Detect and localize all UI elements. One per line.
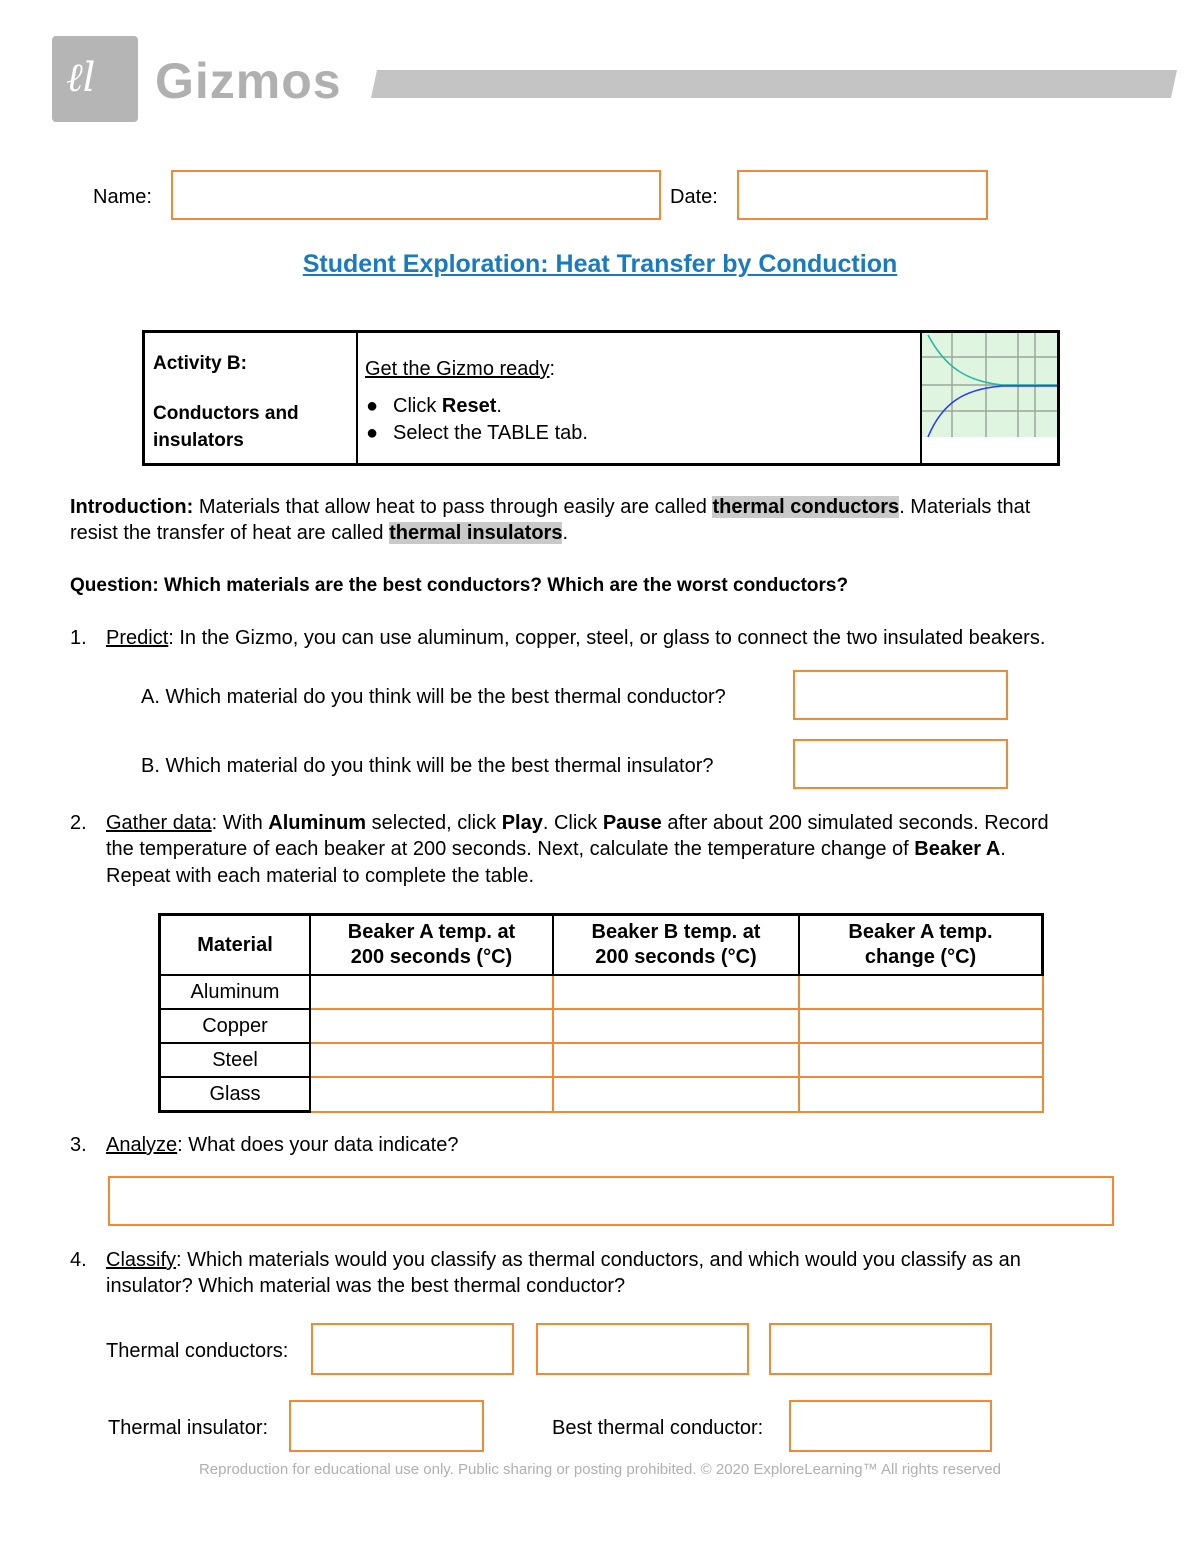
material-cell: Steel <box>160 1043 311 1077</box>
header-temp-change: Beaker A temp. change (°C) <box>799 915 1043 976</box>
date-label: Date: <box>670 186 718 208</box>
beaker-b-cell[interactable] <box>553 1077 799 1112</box>
conductor-field-1[interactable] <box>311 1323 514 1375</box>
table-row <box>160 1077 1043 1112</box>
best-conductor-field[interactable] <box>789 1400 992 1452</box>
beaker-b-cell[interactable] <box>553 975 799 1009</box>
beaker-a-cell[interactable] <box>310 1043 553 1077</box>
header-bar <box>371 70 1177 98</box>
beaker-a-cell[interactable] <box>310 1077 553 1112</box>
conductor-field-2[interactable] <box>536 1323 749 1375</box>
table-row <box>160 975 1043 1009</box>
name-label: Name: <box>93 186 152 208</box>
header-beaker-a: Beaker A temp. at 200 seconds (°C) <box>310 915 553 976</box>
q1b-text: B. Which material do you think will be the best thermal insulator? <box>141 755 714 777</box>
q4-number: 4. <box>70 1249 87 1271</box>
activity-name-line2: insulators <box>153 430 244 451</box>
logo <box>52 36 138 122</box>
best-conductor-label: Best thermal conductor: <box>552 1417 764 1439</box>
q2-number: 2. <box>70 812 87 834</box>
q1a-text: A. Which material do you think will be the best thermal conductor? <box>141 686 726 708</box>
beaker-b-cell[interactable] <box>553 1009 799 1043</box>
term-thermal-conductors: thermal conductors <box>712 496 900 518</box>
conductors-label: Thermal conductors: <box>106 1340 289 1362</box>
temp-change-cell[interactable] <box>799 1077 1043 1112</box>
material-cell: Aluminum <box>160 975 311 1009</box>
bullet-icon: ● <box>366 395 379 417</box>
ready-step-2: ● Select the TABLE tab. <box>366 422 588 444</box>
date-field[interactable] <box>737 170 988 220</box>
question-heading: Question: Which materials are the best conductors? Which are the worst conductors? <box>70 575 849 596</box>
q1b-answer-field[interactable] <box>793 739 1008 789</box>
q1a-answer-field[interactable] <box>793 670 1008 720</box>
table-row <box>160 1009 1043 1043</box>
q3-number: 3. <box>70 1134 87 1156</box>
el-logo-icon: ℓl <box>66 55 96 101</box>
brand-name: Gizmos <box>155 53 342 109</box>
page-title: Student Exploration: Heat Transfer by Conduction <box>302 250 898 278</box>
beaker-b-cell[interactable] <box>553 1043 799 1077</box>
material-cell: Copper <box>160 1009 311 1043</box>
temp-change-cell[interactable] <box>799 1009 1043 1043</box>
q4-line-1: Classify: Which materials would you classify as thermal conductors, and which would you classify as an <box>106 1249 1021 1271</box>
q2-line-2: the temperature of each beaker at 200 seconds. Next, calculate the temperature change of Beaker A. <box>106 838 1006 860</box>
insulator-field[interactable] <box>289 1400 484 1452</box>
temp-change-cell[interactable] <box>799 975 1043 1009</box>
q4-line-2: insulator? Which material was the best thermal conductor? <box>106 1275 626 1297</box>
activity-name-line1: Conductors and <box>153 403 299 424</box>
beaker-a-cell[interactable] <box>310 1009 553 1043</box>
gizmo-ready-heading: Get the Gizmo ready: <box>365 358 556 380</box>
bullet-icon: ● <box>366 422 379 444</box>
insulator-label: Thermal insulator: <box>108 1417 269 1439</box>
q2-line-1: Gather data: With Aluminum selected, click Play. Click Pause after about 200 simulated seconds. Record <box>106 812 1049 834</box>
q1-text: Predict: In the Gizmo, you can use aluminum, copper, steel, or glass to connect the two insulated beakers. <box>106 627 1046 649</box>
q3-text: Analyze: What does your data indicate? <box>106 1134 459 1156</box>
material-cell: Glass <box>160 1077 311 1112</box>
q2-line-3: Repeat with each material to complete the table. <box>106 865 535 887</box>
footer-copyright: Reproduction for educational use only. Public sharing or posting prohibited. © 2020 ExploreLearning™ All rights reserved <box>198 1461 1002 1478</box>
q3-answer-field[interactable] <box>108 1176 1114 1226</box>
beaker-a-cell[interactable] <box>310 975 553 1009</box>
activity-label: Activity B: <box>153 353 247 374</box>
header-material: Material <box>160 915 311 976</box>
table-row <box>160 1043 1043 1077</box>
intro-line-2: resist the transfer of heat are called thermal insulators. <box>70 522 569 544</box>
intro-line-1: Introduction: Materials that allow heat to pass through easily are called thermal conductors. Materials that <box>70 496 1031 518</box>
temp-change-cell[interactable] <box>799 1043 1043 1077</box>
conductor-field-3[interactable] <box>769 1323 992 1375</box>
data-table <box>158 913 1044 1113</box>
activity-box <box>142 330 1060 466</box>
term-thermal-insulators: thermal insulators <box>389 522 563 544</box>
header-beaker-b: Beaker B temp. at 200 seconds (°C) <box>553 915 799 976</box>
ready-step-1: ● Click Reset. <box>366 395 502 417</box>
gizmo-graph-icon <box>922 333 1057 463</box>
q1-number: 1. <box>70 627 87 649</box>
name-field[interactable] <box>171 170 661 220</box>
